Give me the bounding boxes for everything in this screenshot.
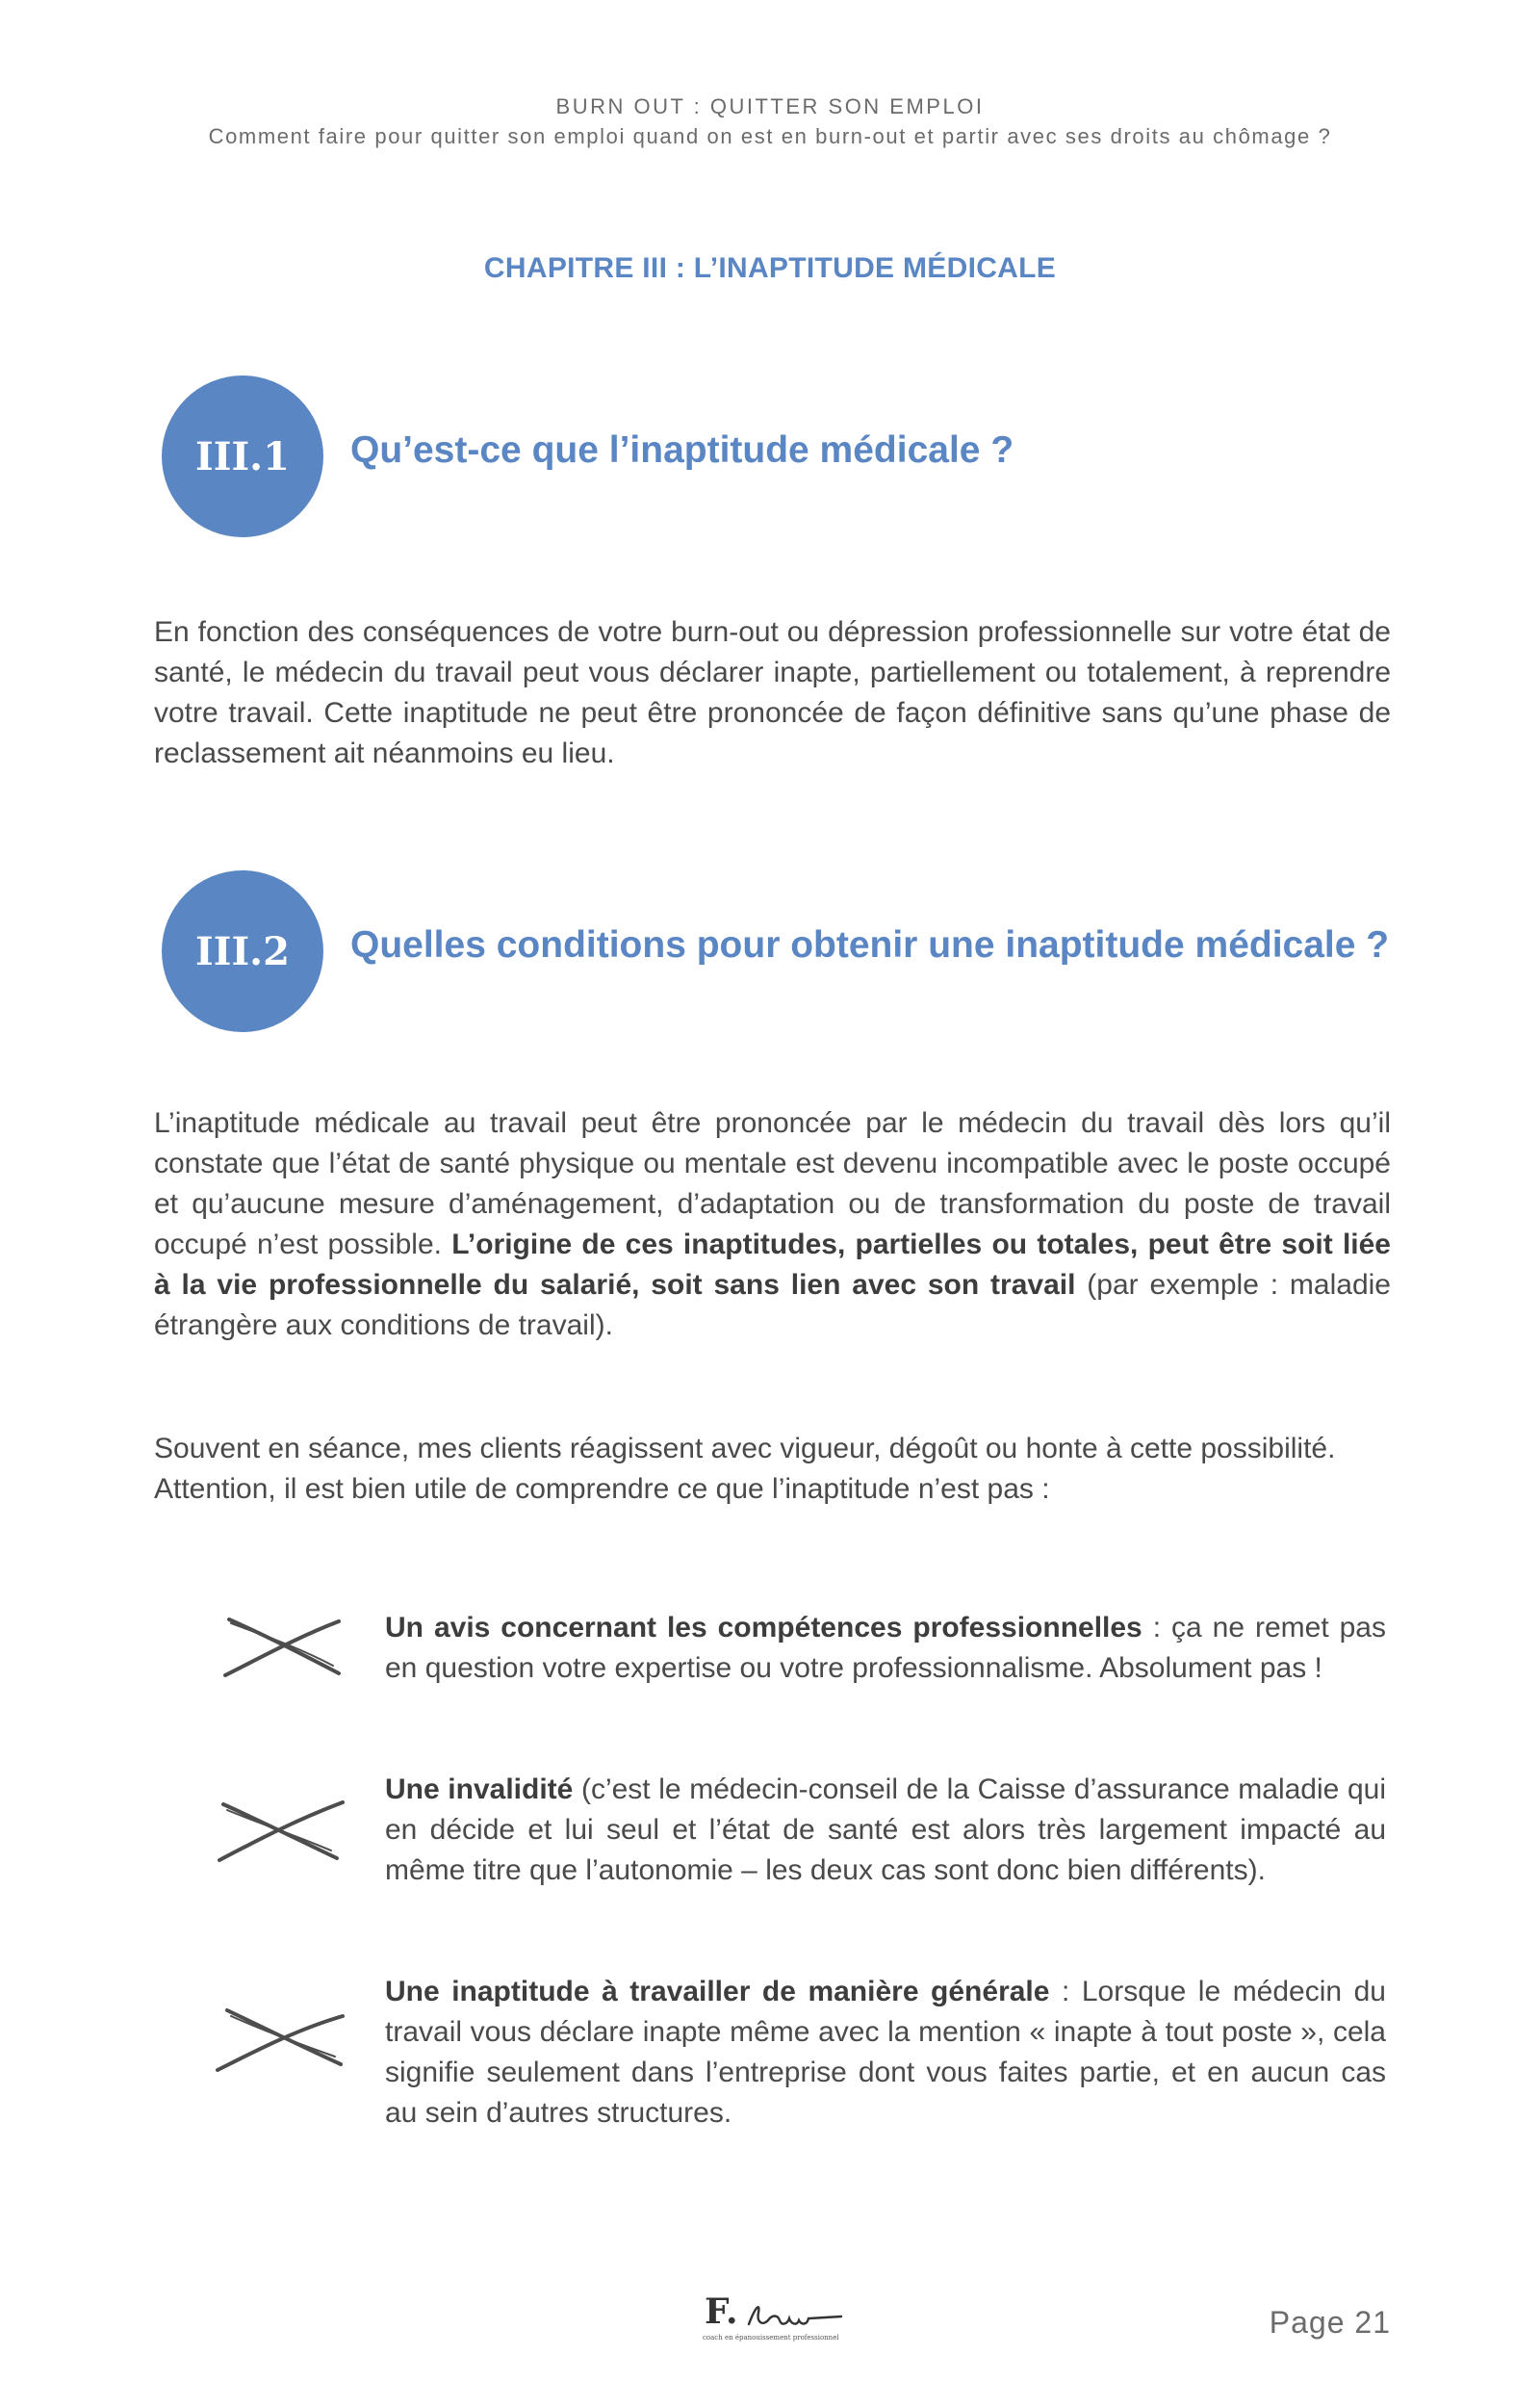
list-item-body: : Lorsque le médecin du travail vous déclare inapte même avec la mention « inapte à tout poste », cela signifie seulement dans l’entreprise dont vous faites partie, et en aucun cas au sein d’autres structures.	[385, 1976, 1386, 2129]
logo-tagline: coach en épanouissement professionnel	[703, 2334, 839, 2342]
cross-icon	[202, 1791, 346, 1868]
list-item-body: : ça ne remet pas en question votre expertise ou votre professionnalisme. Absolument pas !	[385, 1612, 1386, 1684]
list-item-bold: Une invalidité	[385, 1773, 574, 1805]
list-item-text	[385, 1770, 1386, 1891]
header-title: BURN OUT : QUITTER SON EMPLOI	[555, 94, 985, 118]
cross-icon	[202, 1608, 346, 1685]
section-heading-2	[162, 870, 1413, 1034]
intro-line: Souvent en séance, mes clients réagissent avec vigueur, dégoût ou honte à cette possibilité.	[154, 1433, 1336, 1464]
cross-icon	[202, 2001, 346, 2078]
logo-letter: F.	[705, 2291, 738, 2332]
paragraph-text: (par exemple : maladie étrangère aux conditions de travail).	[154, 1269, 1391, 1341]
paragraph-bold-text: L’origine de ces inaptitudes, partielles ou totales, peut être soit liée à la vie professionnelle du salarié, soit sans lien avec son travail	[154, 1229, 1391, 1301]
header-subtitle: Comment faire pour quitter son emploi quand on est en burn-out et partir avec ses droits au chômage ?	[208, 124, 1332, 148]
section-paragraph: En fonction des conséquences de votre burn-out ou dépression professionnelle sur votre état de santé, le médecin du travail peut vous déclarer inapte, partiellement ou totalement, à reprendre votre travail. Cette inaptitude ne peut être prononcée de façon définitive sans qu’une phase de reclassement ait néanmoins eu lieu.	[154, 616, 1391, 769]
intro-line: Attention, il est bien utile de comprendre ce que l’inaptitude n’est pas :	[154, 1473, 1050, 1505]
section-paragraph	[154, 1103, 1391, 1346]
section-heading-1	[162, 375, 1413, 539]
section-title: Quelles conditions pour obtenir une inaptitude médicale ?	[350, 924, 1390, 966]
page-number: Page 21	[1269, 2305, 1391, 2340]
list-item-text	[385, 1972, 1386, 2134]
logo-script-icon	[745, 2299, 847, 2332]
chapter-title: CHAPITRE III : L’INAPTITUDE MÉDICALE	[483, 252, 1057, 284]
paragraph-text: L’inaptitude médicale au travail peut être prononcée par le médecin du travail dès lors qu’il constate que l’état de santé physique ou mentale est devenu incompatible avec le poste occupé et qu’aucune mesure d’aménagement, d’adaptation ou de transformation du poste de travail occupé n’est possible.	[154, 1107, 1391, 1260]
brand-logo	[703, 2291, 847, 2349]
section-badge: III.2	[162, 870, 323, 1032]
list-item-body: (c’est le médecin-conseil de la Caisse d’assurance maladie qui en décide et lui seul et l’état de santé est alors très largement impacté au même titre que l’autonomie – les deux cas sont donc bien différents).	[385, 1773, 1386, 1886]
list-item-bold: Un avis concernant les compétences professionnelles	[385, 1612, 1142, 1643]
section-badge: III.1	[162, 375, 323, 537]
section-title: Qu’est-ce que l’inaptitude médicale ?	[350, 429, 1014, 471]
list-item-text	[385, 1608, 1386, 1689]
list-item-bold: Une inaptitude à travailler de manière générale	[385, 1976, 1050, 2007]
